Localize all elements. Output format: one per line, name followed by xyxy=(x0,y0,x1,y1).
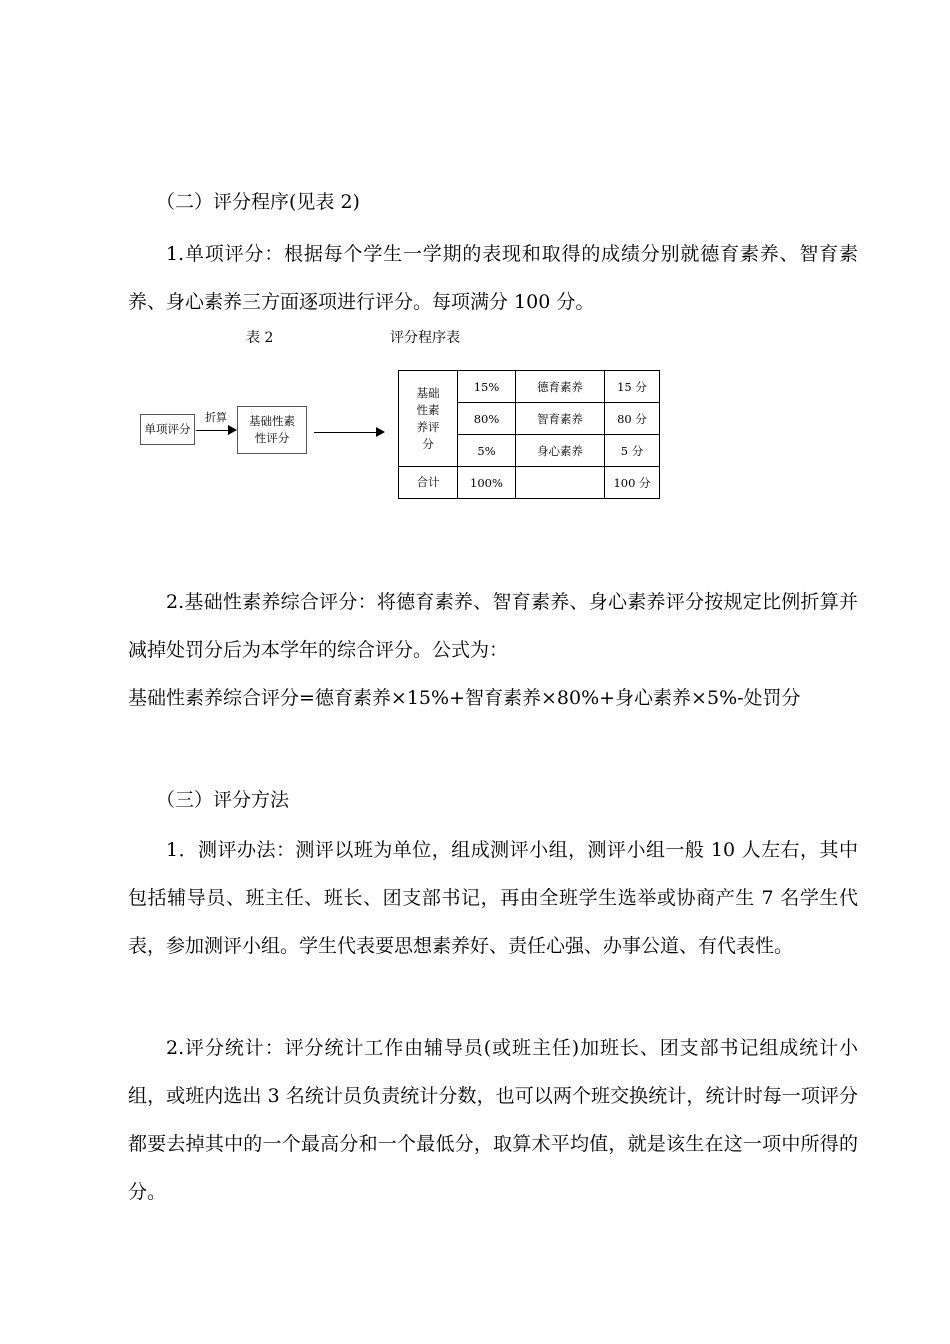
table-total-row xyxy=(399,467,660,499)
table-row xyxy=(399,371,660,403)
item-cell: 德育素养 xyxy=(516,371,605,403)
table-title: 评分程序表 xyxy=(390,330,460,346)
section3-heading: （三）评分方法 xyxy=(156,789,290,811)
item2-paragraph: 2.基础性素养综合评分：将德育素养、智育素养、身心素养评分按规定比例折算并减掉处罚分后为本学年的综合评分。公式为： xyxy=(128,591,858,661)
flow-start-box: 单项评分 xyxy=(140,414,195,445)
score-cell: 15 分 xyxy=(605,371,660,403)
formula-paragraph: 基础性素养综合评分=德育素养×15%+智育素养×80%+身心素养×5%-处罚分 xyxy=(128,687,801,709)
percent-cell: 5% xyxy=(458,435,516,467)
percent-cell: 80% xyxy=(458,403,516,435)
table-label: 表 2 xyxy=(246,330,274,346)
item1-paragraph: 1.单项评分：根据每个学生一学期的表现和取得的成绩分别就德育素养、智育素养、身心素养三方面逐项进行评分。每项满分 100 分。 xyxy=(128,243,858,313)
arrow-label: 折算 xyxy=(205,411,227,424)
group-label-cell: 基础性素养评分 xyxy=(399,371,458,467)
flow-middle-box: 基础性素性评分 xyxy=(237,406,307,454)
method1-paragraph: 1．测评办法：测评以班为单位，组成测评小组，测评小组一般 10 人左右，其中包括辅导员、班主任、班长、团支部书记，再由全班学生选举或协商产生 7 名学生代表，参加测评小组。学生代表要思想素养好、责任心强、办事公道、有代表性。 xyxy=(128,839,858,957)
item-cell: 身心素养 xyxy=(516,435,605,467)
arrow-2-icon xyxy=(376,427,385,437)
arrow-2-line xyxy=(314,432,376,433)
total-label-cell: 合计 xyxy=(399,467,458,499)
total-percent-cell: 100% xyxy=(458,467,516,499)
arrow-1-icon xyxy=(228,425,237,435)
section2-heading: （二）评分程序(见表 2) xyxy=(156,191,360,213)
score-cell: 80 分 xyxy=(605,403,660,435)
arrow-1-line xyxy=(196,430,228,431)
score-table xyxy=(398,370,660,499)
total-score-cell: 100 分 xyxy=(605,467,660,499)
total-item-cell xyxy=(516,467,605,499)
percent-cell: 15% xyxy=(458,371,516,403)
score-cell: 5 分 xyxy=(605,435,660,467)
method2-paragraph: 2.评分统计：评分统计工作由辅导员(或班主任)加班长、团支部书记组成统计小组，或班内选出 3 名统计员负责统计分数，也可以两个班交换统计，统计时每一项评分都要去掉其中的一个最高分和一个最低分，取算术平均值，就是该生在这一项中所得的分。 xyxy=(128,1037,858,1203)
item-cell: 智育素养 xyxy=(516,403,605,435)
